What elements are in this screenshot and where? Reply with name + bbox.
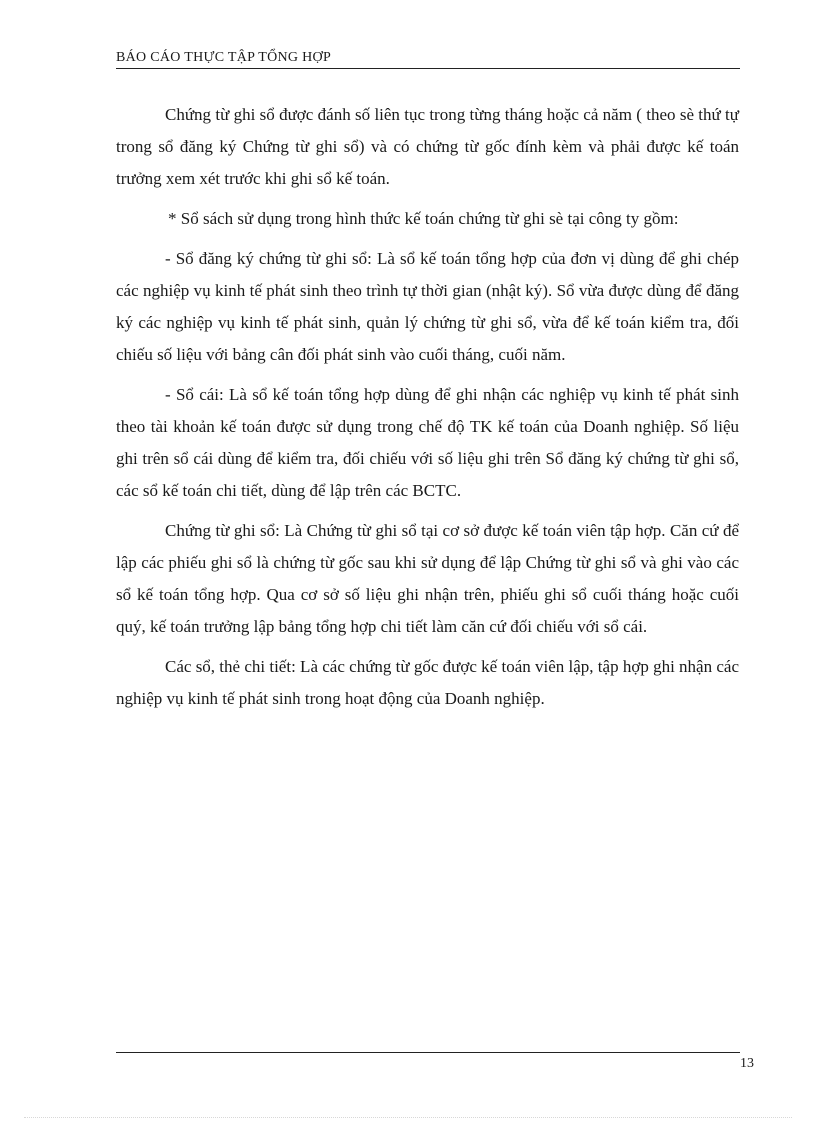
document-body (116, 99, 739, 723)
paragraph-so-cai: - Sổ cái: Là sổ kế toán tổng hợp dùng để ghi nhận các nghiệp vụ kinh tế phát sinh theo tài khoản kế toán được sử dụng trong chế độ TK kế toán của Doanh nghiệp. Số liệu ghi trên sổ cái dùng để kiểm tra, đối chiếu với số liệu ghi trên Sổ đăng ký chứng từ ghi sổ, các sổ kế toán chi tiết, dùng để lập trên các BCTC. (116, 385, 739, 500)
paragraph-so-dang-ky: - Sổ đăng ký chứng từ ghi sổ: Là sổ kế toán tổng hợp của đơn vị dùng để ghi chép các nghiệp vụ kinh tế phát sinh theo trình tự thời gian (nhật ký). Sổ vừa được dùng để đăng ký các nghiệp vụ kinh tế phát sinh, quản lý chứng từ ghi sổ, vừa để kế toán kiểm tra, đối chiếu số liệu với bảng cân đối phát sinh vào cuối tháng, cuối năm. (116, 249, 739, 364)
page-number: 13 (740, 1056, 754, 1071)
paragraph-so-the-chi-tiet: Các sổ, thẻ chi tiết: Là các chứng từ gốc được kế toán viên lập, tập hợp ghi nhận các nghiệp vụ kinh tế phát sinh trong hoạt động của Doanh nghiệp. (116, 657, 739, 708)
paragraph-so-sach-intro: * Sổ sách sử dụng trong hình thức kế toán chứng từ ghi sè tại công ty gồm: (168, 209, 679, 228)
page-bottom-edge (24, 1117, 792, 1118)
footer-divider (116, 1052, 740, 1053)
paragraph-chung-tu-ghi-so: Chứng từ ghi sổ: Là Chứng từ ghi sổ tại cơ sở được kế toán viên tập hợp. Căn cứ để lập các phiếu ghi sổ là chứng từ gốc sau khi sử dụng để lập Chứng từ ghi sổ và ghi vào các sổ kế toán tổng hợp. Qua cơ sở số liệu ghi nhận trên, phiếu ghi sổ cuối tháng hoặc cuối quý, kế toán trưởng lập bảng tổng hợp chi tiết làm căn cứ đối chiếu với sổ cái. (116, 521, 739, 636)
paragraph-chung-tu-numbering: Chứng từ ghi sổ được đánh số liên tục trong từng tháng hoặc cả năm ( theo sè thứ tự trong sổ đăng ký Chứng từ ghi sổ) và có chứng từ gốc đính kèm và phải được kế toán trưởng xem xét trước khi ghi sổ kế toán. (116, 105, 739, 188)
page-header: BÁO CÁO THỰC TẬP TỔNG HỢP (116, 50, 740, 69)
